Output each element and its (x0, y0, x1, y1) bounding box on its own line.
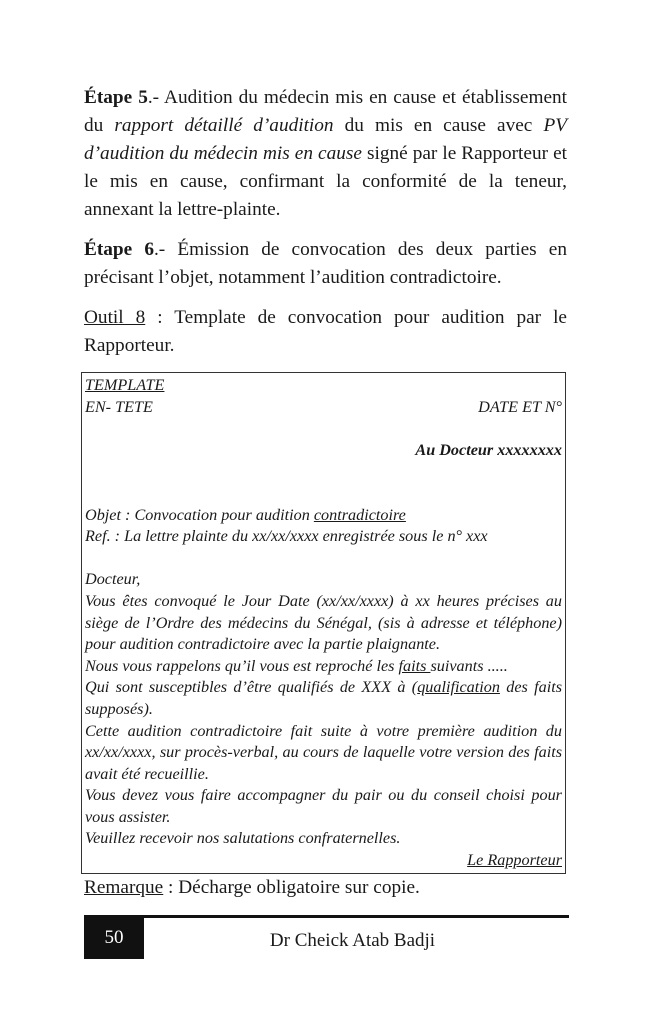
template-paragraph-1: Vous êtes convoqué le Jour Date (xx/xx/xxxx) à xx heures précises au siège de l’Ordre des médecins du Sénégal, (sis à adresse et téléphone) pour audition contradictoire avec la partie plaignante. (85, 591, 562, 654)
page-number: 50 (84, 917, 144, 959)
template-p2-b: suivants ..... (430, 656, 508, 675)
step-5-text-3: signé par le Rapporteur et le mis en cause, confirmant la conformité de la teneur, annexant la lettre-plainte. (84, 143, 567, 220)
step-5-text-1: .- Audition du médecin mis en cause et établissement du (84, 87, 567, 136)
step-5-italic-2: PV d’audition du médecin mis en cause (84, 115, 567, 164)
template-paragraph-6: Veuillez recevoir nos salutations confraternelles. (85, 829, 401, 848)
template-p3-a: Qui sont susceptibles d’être qualifiés de XXX à ( (85, 678, 418, 697)
template-title: TEMPLATE (85, 376, 165, 394)
step-5-label: Étape 5 (84, 87, 148, 108)
template-date: DATE ET N° (478, 397, 562, 416)
outil-text: : Template de convocation pour audition par le Rapporteur. (84, 307, 567, 356)
template-header-row (85, 397, 562, 419)
remarque-label: Remarque (84, 876, 164, 898)
outil-label: Outil 8 (84, 307, 146, 328)
step-5-paragraph (84, 84, 567, 224)
template-ref: Ref. : La lettre plainte du xx/xx/xxxx enregistrée sous le n° xxx (85, 527, 488, 546)
page-content (84, 84, 567, 921)
template-p3-b: des faits supposés). (85, 678, 562, 718)
template-objet (85, 505, 562, 527)
remarque-paragraph (84, 874, 567, 902)
step-5-italic-1: rapport détaillé d’audition (114, 115, 334, 136)
template-objet-prefix: Objet : Convocation pour audition (85, 505, 314, 524)
step-6-label: Étape 6 (84, 239, 154, 260)
template-paragraph-3 (85, 677, 562, 720)
outil-paragraph (84, 304, 567, 360)
template-recipient: Au Docteur xxxxxxxx (415, 440, 562, 459)
template-p2-a: Nous vous rappelons qu’il vous est reproché les (85, 656, 399, 675)
template-paragraph-4: Cette audition contradictoire fait suite à votre première audition du xx/xx/xxxx, sur procès-verbal, au cours de laquelle votre version des faits avait été recueillie. (85, 721, 562, 783)
remarque-text: : Décharge obligatoire sur copie. (163, 876, 420, 898)
step-5-text-2: du mis en cause avec (333, 115, 544, 136)
footer-divider (84, 915, 569, 918)
footer-author: Dr Cheick Atab Badji (269, 930, 436, 951)
template-entete: EN- TETE (85, 397, 153, 416)
template-objet-underlined: contradictoire (313, 505, 406, 524)
template-p3-underlined: qualification (417, 678, 500, 697)
template-salutation: Docteur, (85, 570, 141, 589)
step-6-paragraph (84, 236, 567, 292)
template-paragraph-2 (85, 656, 562, 678)
step-6-text: .- Émission de convocation des deux parties en précisant l’objet, notamment l’audition contradictoire. (84, 239, 567, 288)
template-p2-underlined: faits (398, 656, 431, 675)
template-box (81, 372, 566, 874)
template-signature: Le Rapporteur (467, 851, 562, 870)
template-paragraph-5: Vous devez vous faire accompagner du pair ou du conseil choisi pour vous assister. (85, 786, 562, 826)
